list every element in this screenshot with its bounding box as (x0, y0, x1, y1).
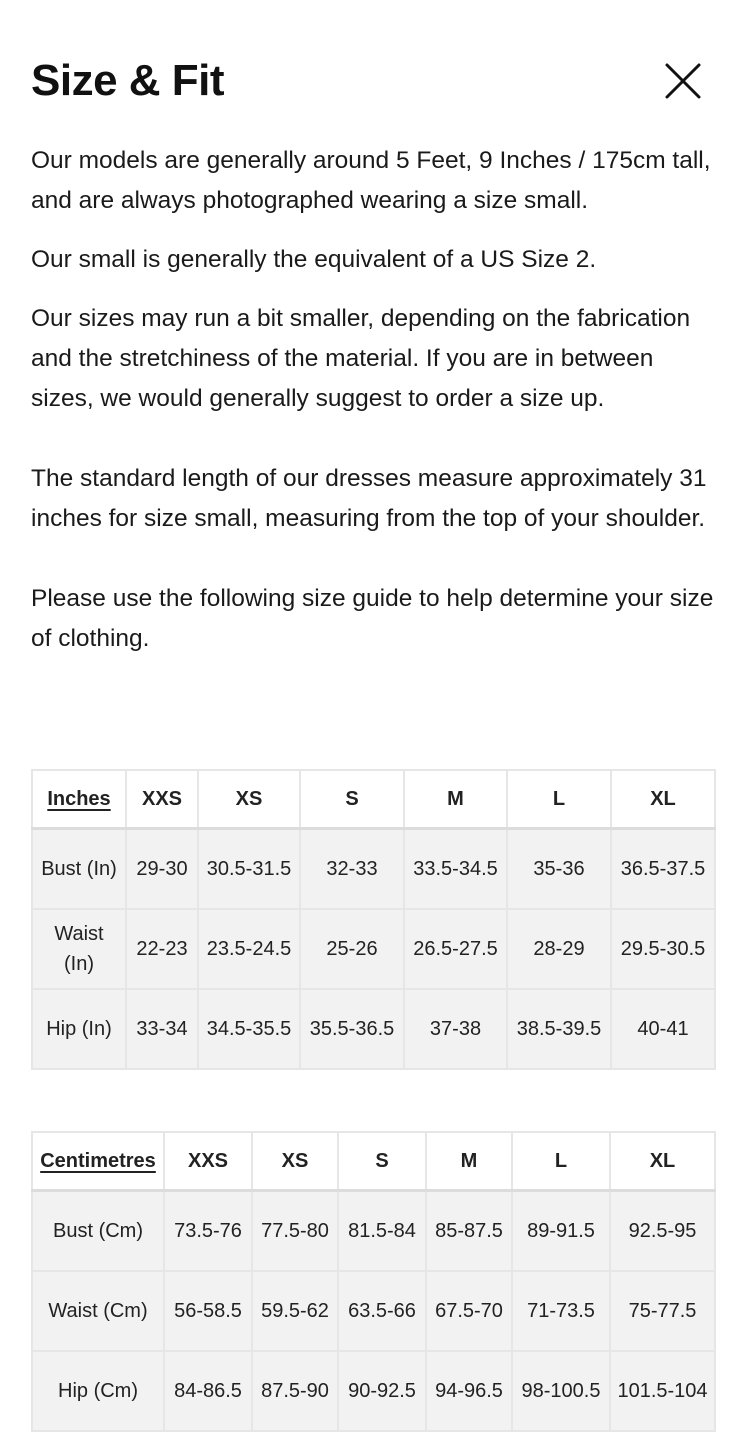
table-cell: 30.5-31.5 (198, 829, 300, 910)
size-header: XXS (126, 770, 198, 829)
fit-advice-text: Our sizes may run a bit smaller, depending on the fabrication and the stretchiness of the material. If you are in between sizes, we would generally suggest to order a size up. (31, 305, 691, 412)
table-cell: 77.5-80 (252, 1191, 338, 1272)
model-info-text: Our models are generally around 5 Feet, 9 Inches / 175cm tall, and are always photographed wearing a size small. (31, 147, 711, 214)
size-header: XS (252, 1132, 338, 1191)
size-guide-intro-text: Please use the following size guide to help determine your size of clothing. (31, 585, 714, 652)
table-cell: 59.5-62 (252, 1271, 338, 1351)
table-cell: 87.5-90 (252, 1351, 338, 1431)
table-row (32, 1191, 715, 1272)
table-header-row (32, 770, 715, 829)
table-cell: 90-92.5 (338, 1351, 426, 1431)
table-cell: 25-26 (300, 909, 404, 989)
row-label: Waist (Cm) (32, 1271, 164, 1351)
table-cell: 63.5-66 (338, 1271, 426, 1351)
table-cell: 29-30 (126, 829, 198, 910)
table-cell: 81.5-84 (338, 1191, 426, 1272)
size-header: S (300, 770, 404, 829)
table-cell: 26.5-27.5 (404, 909, 507, 989)
size-table-inches (31, 769, 716, 1070)
page-title: Size & Fit (31, 56, 225, 105)
row-label: Bust (In) (32, 829, 126, 910)
table-row (32, 829, 715, 910)
table-cell: 67.5-70 (426, 1271, 512, 1351)
table-cell: 75-77.5 (610, 1271, 715, 1351)
unit-header: Centimetres (32, 1132, 164, 1191)
table-cell: 33-34 (126, 989, 198, 1069)
table-row (32, 989, 715, 1069)
table-header-row (32, 1132, 715, 1191)
close-icon (662, 60, 704, 102)
table-cell: 85-87.5 (426, 1191, 512, 1272)
table-cell: 71-73.5 (512, 1271, 610, 1351)
size-header: M (404, 770, 507, 829)
table-cell: 92.5-95 (610, 1191, 715, 1272)
size-header: L (507, 770, 611, 829)
table-cell: 84-86.5 (164, 1351, 252, 1431)
table-cell: 28-29 (507, 909, 611, 989)
table-row (32, 909, 715, 989)
table-cell: 89-91.5 (512, 1191, 610, 1272)
table-cell: 38.5-39.5 (507, 989, 611, 1069)
size-header: XL (610, 1132, 715, 1191)
table-cell: 32-33 (300, 829, 404, 910)
table-cell: 35-36 (507, 829, 611, 910)
table-cell: 98-100.5 (512, 1351, 610, 1431)
size-header: M (426, 1132, 512, 1191)
table-cell: 101.5-104 (610, 1351, 715, 1431)
size-table-centimetres (31, 1131, 716, 1432)
table-cell: 37-38 (404, 989, 507, 1069)
table-cell: 23.5-24.5 (198, 909, 300, 989)
table-cell: 29.5-30.5 (611, 909, 715, 989)
size-header: XS (198, 770, 300, 829)
table-row (32, 1271, 715, 1351)
close-button[interactable] (662, 60, 704, 102)
size-header: XL (611, 770, 715, 829)
table-cell: 40-41 (611, 989, 715, 1069)
dress-length-text: The standard length of our dresses measure approximately 31 inches for size small, measuring from the top of your shoulder. (31, 465, 707, 532)
table-cell: 34.5-35.5 (198, 989, 300, 1069)
table-cell: 35.5-36.5 (300, 989, 404, 1069)
row-label: Hip (Cm) (32, 1351, 164, 1431)
unit-header: Inches (32, 770, 126, 829)
table-cell: 22-23 (126, 909, 198, 989)
us-size-text: Our small is generally the equivalent of a US Size 2. (31, 246, 597, 273)
table-cell: 94-96.5 (426, 1351, 512, 1431)
size-header: XXS (164, 1132, 252, 1191)
table-cell: 73.5-76 (164, 1191, 252, 1272)
row-label: Bust (Cm) (32, 1191, 164, 1272)
size-fit-description (31, 141, 721, 659)
table-cell: 56-58.5 (164, 1271, 252, 1351)
row-label: Hip (In) (32, 989, 126, 1069)
size-header: L (512, 1132, 610, 1191)
table-row (32, 1351, 715, 1431)
table-cell: 33.5-34.5 (404, 829, 507, 910)
table-cell: 36.5-37.5 (611, 829, 715, 910)
size-header: S (338, 1132, 426, 1191)
row-label: Waist (In) (32, 909, 126, 989)
